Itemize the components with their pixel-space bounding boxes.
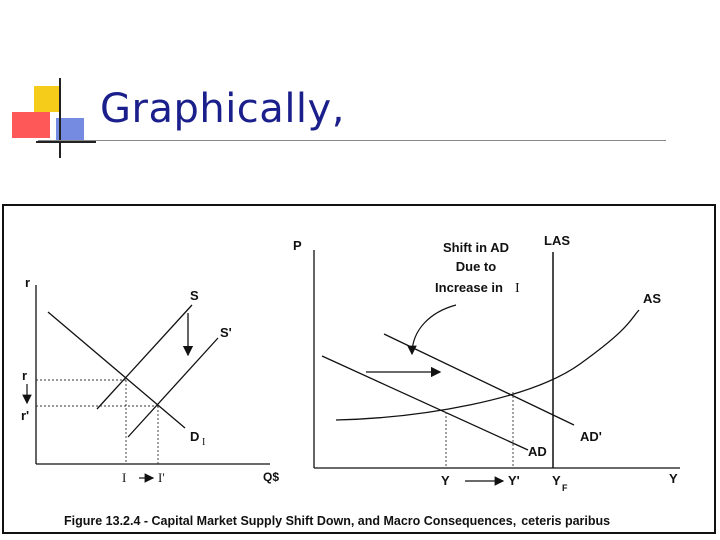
annotation-pointer-arrow xyxy=(412,305,456,354)
annotation-symbol: I xyxy=(515,281,520,296)
figure-caption xyxy=(64,514,610,528)
annotation-line2: Due to xyxy=(455,259,497,274)
full-employment-subscript: F xyxy=(562,483,568,493)
supply-shifted-curve xyxy=(128,338,218,437)
quantity-shifted-label: I' xyxy=(158,470,165,485)
ad-label: AD xyxy=(528,444,547,459)
quantity-label: I xyxy=(122,470,127,485)
slide-title: Graphically, xyxy=(100,86,345,132)
figure-caption-italic: ceteris paribus xyxy=(521,514,611,528)
as-label: AS xyxy=(643,291,662,306)
output-label: Y xyxy=(441,473,450,488)
as-curve xyxy=(336,310,639,420)
demand-curve xyxy=(48,312,185,428)
ad-curve xyxy=(322,356,528,450)
demand-subscript: I xyxy=(202,437,206,448)
annotation-line1: Shift in AD xyxy=(443,240,509,255)
demand-label: D xyxy=(190,429,200,444)
ad-shifted-label: AD' xyxy=(580,429,602,444)
left-y-axis-label: r xyxy=(25,275,31,290)
full-employment-label: Y xyxy=(552,473,561,488)
output-shifted-label: Y' xyxy=(508,473,520,488)
right-x-axis-label: Y xyxy=(669,471,678,486)
figure-caption-text: Figure 13.2.4 - Capital Market Supply Shift Down, and Macro Consequences, xyxy=(64,514,517,528)
left-x-axis-label: Q$ xyxy=(263,470,280,484)
right-y-axis-label: P xyxy=(293,238,302,253)
capital-market-graph xyxy=(21,275,279,485)
supply-shifted-label: S' xyxy=(220,325,232,340)
rate-label: r xyxy=(22,368,28,383)
rate-shifted-label: r' xyxy=(21,408,30,423)
las-label: LAS xyxy=(544,233,570,248)
supply-label: S xyxy=(190,288,199,303)
annotation-line3: Increase in xyxy=(435,280,503,295)
ad-as-graph xyxy=(293,233,680,493)
